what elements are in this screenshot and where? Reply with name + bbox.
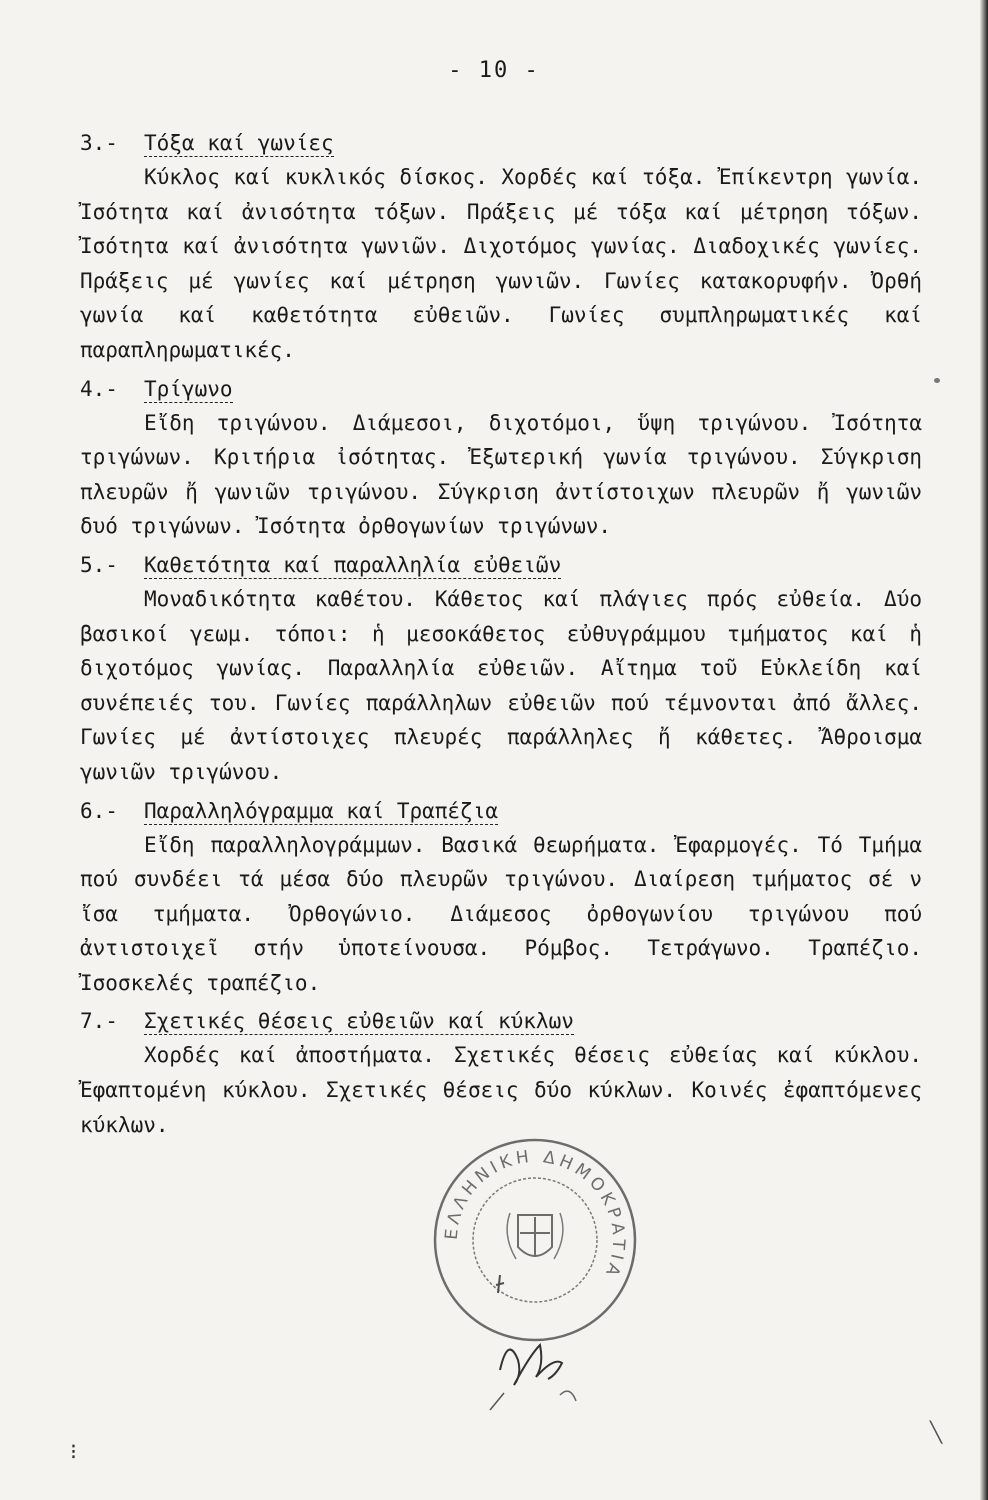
section-number: 4.- xyxy=(80,376,118,401)
paragraph-text: Εἴδη τριγώνου. Διάμεσοι, διχοτόμοι, ὕψη τριγώνου. Ἰσότητα τριγώνων. Κριτήρια ἰσότητας. Ἐξωτερική γωνία τριγώνου. Σύγκριση πλευρῶν ἤ γωνιῶν τριγώνου. Σύγκριση ἀντίστοιχων πλευρῶν ἤ γωνιῶν δυό τριγώνων. Ἰσότητα ὀρθογωνίων τριγώνων. xyxy=(80,410,922,539)
paragraph-text: Εἴδη παραλληλογράμμων. Βασικά θεωρήματα. Ἐφαρμογές. Τό Τμήμα πού συνδέει τά μέσα δύο πλευρῶν τριγώνου. Διαίρεση τμήματος σέ ν ἴσα τμήματα. Ὀρθογώνιο. Διάμεσος ὀρθογωνίου τριγώνου πού ἀντιστοιχεῖ στήν ὑποτείνουσα. Ρόμβος. Τετράγωνο. Τραπέζιο. Ἰσοσκελές τραπέζιο. xyxy=(80,832,922,995)
section-7 xyxy=(80,1004,922,1142)
section-paragraph xyxy=(80,582,922,790)
paragraph-text: Χορδές καί ἀποστήματα. Σχετικές θέσεις εὐθείας καί κύκλου. Ἐφαπτομένη κύκλου. Σχετικές θέσεις δύο κύκλων. Κοινές ἐφαπτόμενες κύκλων. xyxy=(80,1043,922,1137)
section-title: Σχετικές θέσεις εὐθειῶν καί κύκλων xyxy=(144,1009,574,1034)
section-paragraph xyxy=(80,1038,922,1142)
handwritten-signature xyxy=(470,1315,610,1425)
document-body xyxy=(80,126,922,1146)
section-paragraph xyxy=(80,406,922,544)
section-heading xyxy=(80,126,922,160)
section-heading xyxy=(80,548,922,582)
section-title: Τρίγωνο xyxy=(144,376,233,401)
paragraph-text: Κύκλος καί κυκλικός δίσκος. Χορδές καί τόξα. Ἐπίκεντρη γωνία. Ἰσότητα καί ἀνισότητα τόξων. Πράξεις μέ τόξα καί μέτρηση τόξων. Ἰσότητα καί ἀνισότητα γωνιῶν. Διχοτόμος γωνίας. Διαδοχικές γωνίες. Πράξεις μέ γωνίες καί μέτρηση γωνιῶν. Γωνίες κατακορυφήν. Ὀρθή γωνία καί καθετότητα εὐθειῶν. Γωνίες συμπληρωματικές καί παραπληρωματικές. xyxy=(80,165,922,362)
section-paragraph xyxy=(80,160,922,368)
section-title: Παραλληλόγραμμα καί Τραπέζια xyxy=(144,798,499,823)
section-6 xyxy=(80,794,922,1001)
margin-mark: ⁝ xyxy=(70,1440,77,1465)
section-number: 6.- xyxy=(80,798,118,823)
paragraph-text: Μοναδικότητα καθέτου. Κάθετος καί πλάγιες πρός εὐθεία. Δύο βασικοί γεωμ. τόποι: ἡ μεσοκάθετος εὐθυγράμμου τμήματος καί ἡ διχοτόμος γωνίας. Παραλληλία εὐθειῶν. Αἴτημα τοῦ Εὐκλείδη καί συνέπειές του. Γωνίες παράλληλων εὐθειῶν πού τέμνονται ἀπό ἄλλες. Γωνίες μέ ἀντίστοιχες πλευρές παράλληλες ἤ κάθετες. Ἄθροισμα γωνιῶν τριγώνου. xyxy=(80,586,922,784)
section-number: 5.- xyxy=(80,552,118,577)
section-4 xyxy=(80,372,922,544)
seal-ring-text: ΕΛΛΗΝΙΚΗ ΔΗΜΟΚΡΑΤΙΑ xyxy=(441,1146,629,1283)
scan-speck xyxy=(934,378,940,383)
section-number: 3.- xyxy=(80,131,118,155)
page-number: - 10 - xyxy=(448,58,540,83)
section-title: Τόξα καί γωνίες xyxy=(144,131,334,155)
section-heading xyxy=(80,1004,922,1038)
coat-of-arms-icon xyxy=(507,1213,563,1259)
section-5 xyxy=(80,548,922,790)
official-seal-stamp xyxy=(430,1135,640,1345)
section-paragraph xyxy=(80,828,922,1001)
section-heading xyxy=(80,372,922,406)
section-3 xyxy=(80,126,922,368)
section-number: 7.- xyxy=(80,1009,118,1034)
scan-corner-mark: ╲ xyxy=(930,1420,943,1444)
scan-page-edge xyxy=(980,0,988,1500)
section-title: Καθετότητα καί παραλληλία εὐθειῶν xyxy=(144,552,562,577)
section-heading xyxy=(80,794,922,828)
